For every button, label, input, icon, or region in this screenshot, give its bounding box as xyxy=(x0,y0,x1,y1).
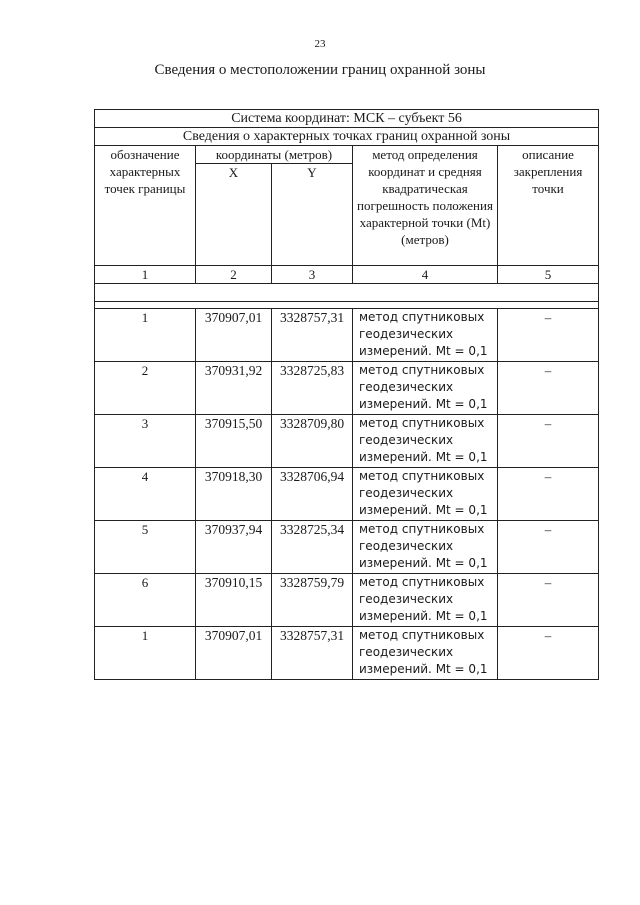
method-cell: метод спутниковых геодезических измерений. Mt = 0,1 xyxy=(353,521,498,574)
header-point-designation: обозначение характерных точек границы xyxy=(95,146,196,266)
gap-cell xyxy=(95,302,599,309)
x-coordinate-cell: 370915,50 xyxy=(196,415,272,468)
column-number: 3 xyxy=(272,266,353,284)
point-number-cell: 2 xyxy=(95,362,196,415)
table-row xyxy=(95,362,599,415)
x-coordinate-cell: 370937,94 xyxy=(196,521,272,574)
method-cell: метод спутниковых геодезических измерений. Mt = 0,1 xyxy=(353,574,498,627)
boundary-points-table xyxy=(94,109,599,680)
y-coordinate-cell: 3328725,83 xyxy=(272,362,353,415)
y-coordinate-cell: 3328709,80 xyxy=(272,415,353,468)
y-coordinate-cell: 3328759,79 xyxy=(272,574,353,627)
x-coordinate-cell: 370910,15 xyxy=(196,574,272,627)
point-number-cell: 1 xyxy=(95,627,196,680)
point-number-cell: 4 xyxy=(95,468,196,521)
x-coordinate-cell: 370907,01 xyxy=(196,627,272,680)
column-number: 5 xyxy=(498,266,599,284)
x-coordinate-cell: 370931,92 xyxy=(196,362,272,415)
method-cell: метод спутниковых геодезических измерений. Mt = 0,1 xyxy=(353,627,498,680)
table-row xyxy=(95,309,599,362)
description-cell: – xyxy=(498,627,599,680)
page-number: 23 xyxy=(314,38,326,50)
header-y: Y xyxy=(272,164,353,266)
description-cell: – xyxy=(498,415,599,468)
description-cell: – xyxy=(498,574,599,627)
point-number-cell: 6 xyxy=(95,574,196,627)
gap-row xyxy=(95,302,599,309)
document-title: Сведения о местоположении границ охранной зоны xyxy=(154,62,486,78)
method-cell: метод спутниковых геодезических измерений. Mt = 0,1 xyxy=(353,309,498,362)
point-number-cell: 5 xyxy=(95,521,196,574)
y-coordinate-cell: 3328725,34 xyxy=(272,521,353,574)
blank-cell xyxy=(95,284,599,302)
table-row xyxy=(95,574,599,627)
header-description: описание закрепления точки xyxy=(498,146,599,266)
table-row xyxy=(95,415,599,468)
description-cell: – xyxy=(498,309,599,362)
method-cell: метод спутниковых геодезических измерений. Mt = 0,1 xyxy=(353,415,498,468)
table-row xyxy=(95,468,599,521)
method-cell: метод спутниковых геодезических измерений. Mt = 0,1 xyxy=(353,468,498,521)
section-title-cell: Сведения о характерных точках границ охранной зоны xyxy=(95,128,599,146)
description-cell: – xyxy=(498,468,599,521)
point-number-cell: 3 xyxy=(95,415,196,468)
y-coordinate-cell: 3328706,94 xyxy=(272,468,353,521)
y-coordinate-cell: 3328757,31 xyxy=(272,309,353,362)
description-cell: – xyxy=(498,362,599,415)
table-row xyxy=(95,627,599,680)
column-number: 1 xyxy=(95,266,196,284)
table-row xyxy=(95,521,599,574)
column-number: 2 xyxy=(196,266,272,284)
x-coordinate-cell: 370918,30 xyxy=(196,468,272,521)
x-coordinate-cell: 370907,01 xyxy=(196,309,272,362)
method-cell: метод спутниковых геодезических измерений. Mt = 0,1 xyxy=(353,362,498,415)
y-coordinate-cell: 3328757,31 xyxy=(272,627,353,680)
point-number-cell: 1 xyxy=(95,309,196,362)
header-method: метод определения координат и средняя квадратическая погрешность положения характерной точки (Mt) (метров) xyxy=(353,146,498,266)
description-cell: – xyxy=(498,521,599,574)
blank-row xyxy=(95,284,599,302)
header-coordinates: координаты (метров) xyxy=(196,146,353,164)
column-number: 4 xyxy=(353,266,498,284)
coordinate-system-cell: Система координат: МСК – субъект 56 xyxy=(95,110,599,128)
header-x: X xyxy=(196,164,272,266)
